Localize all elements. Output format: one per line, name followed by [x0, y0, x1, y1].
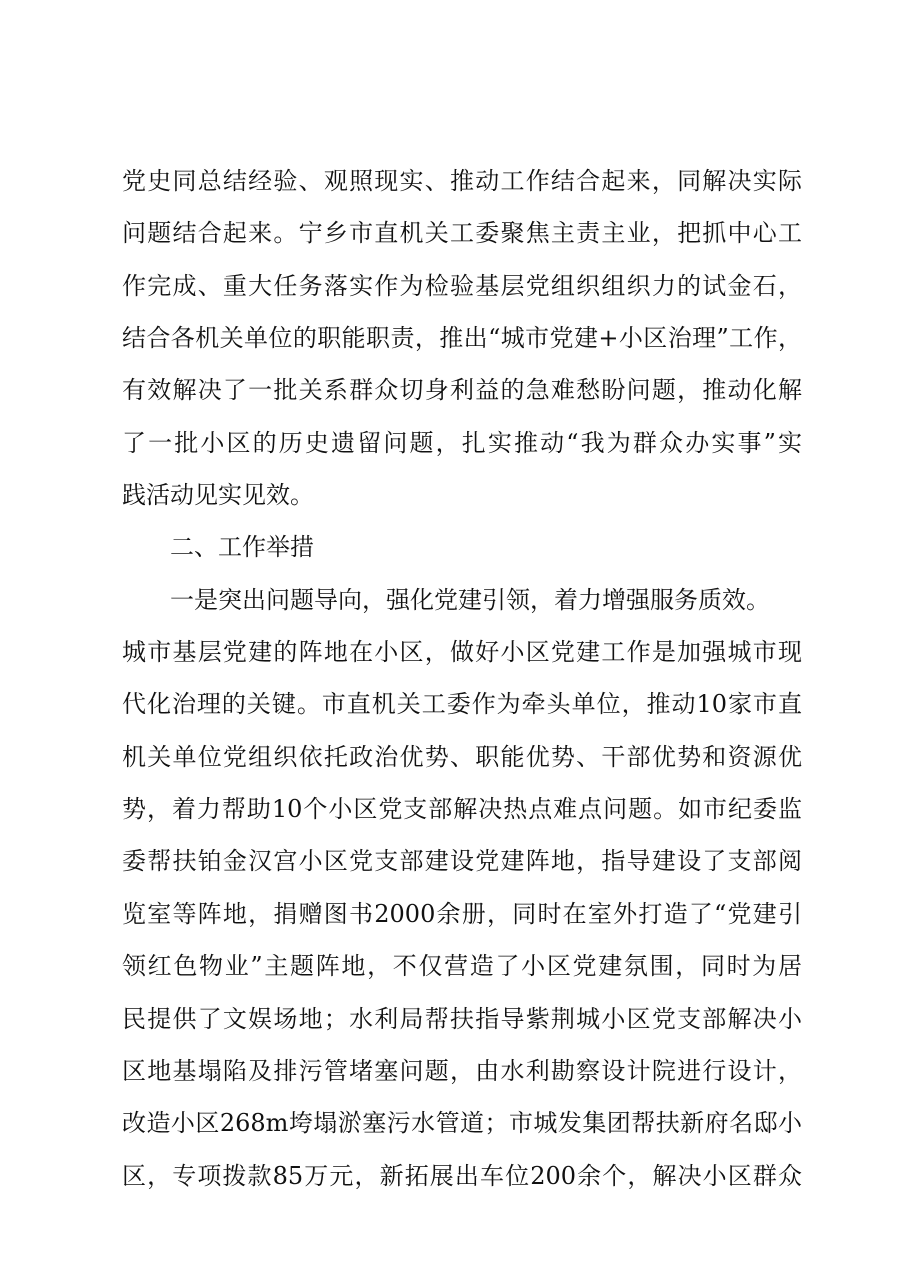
- text-line: 改造小区268m垮塌淤塞污水管道；市城发集团帮扶新府名邸小: [122, 1109, 802, 1138]
- text-line: 区地基塌陷及排污管堵塞问题，由水利勘察设计院进行设计，: [122, 1056, 802, 1085]
- text-line: 览室等阵地，捐赠图书2000余册，同时在室外打造了“党建引: [122, 899, 802, 928]
- text-line: 结合各机关单位的职能职责，推出“城市党建+小区治理”工作，: [122, 324, 802, 353]
- text-line: 问题结合起来。宁乡市直机关工委聚焦主责主业，把抓中心工: [122, 219, 802, 248]
- text-line: 委帮扶铂金汉宫小区党支部建设党建阵地，指导建设了支部阅: [122, 847, 802, 876]
- body-text: [122, 155, 802, 1202]
- text-line: 城市基层党建的阵地在小区，做好小区党建工作是加强城市现: [122, 638, 802, 667]
- text-line: 践活动见实见效。: [122, 481, 314, 510]
- text-line: 代化治理的关键。市直机关工委作为牵头单位，推动10家市直: [122, 690, 802, 719]
- text-line: 了一批小区的历史遗留问题，扎实推动“我为群众办实事”实: [122, 428, 802, 457]
- text-line: 领红色物业”主题阵地，不仅营造了小区党建氛围，同时为居: [122, 952, 802, 981]
- text-line: 机关单位党组织依托政治优势、职能优势、干部优势和资源优: [122, 742, 802, 771]
- text-line: 党史同总结经验、观照现实、推动工作结合起来，同解决实际: [122, 167, 802, 195]
- paragraph-lead: 一是突出问题导向，强化党建引领，着力增强服务质效。: [170, 585, 770, 614]
- text-line: 区，专项拨款85万元，新拓展出车位200余个，解决小区群众: [122, 1161, 802, 1190]
- text-line: 有效解决了一批关系群众切身利益的急难愁盼问题，推动化解: [122, 376, 802, 405]
- text-line: 民提供了文娱场地；水利局帮扶指导紫荆城小区党支部解决小: [122, 1004, 802, 1033]
- section-heading: 二、工作举措: [170, 533, 314, 562]
- text-line: 作完成、重大任务落实作为检验基层党组织组织力的试金石，: [122, 271, 802, 300]
- text-line: 势，着力帮助10个小区党支部解决热点难点问题。如市纪委监: [122, 795, 802, 824]
